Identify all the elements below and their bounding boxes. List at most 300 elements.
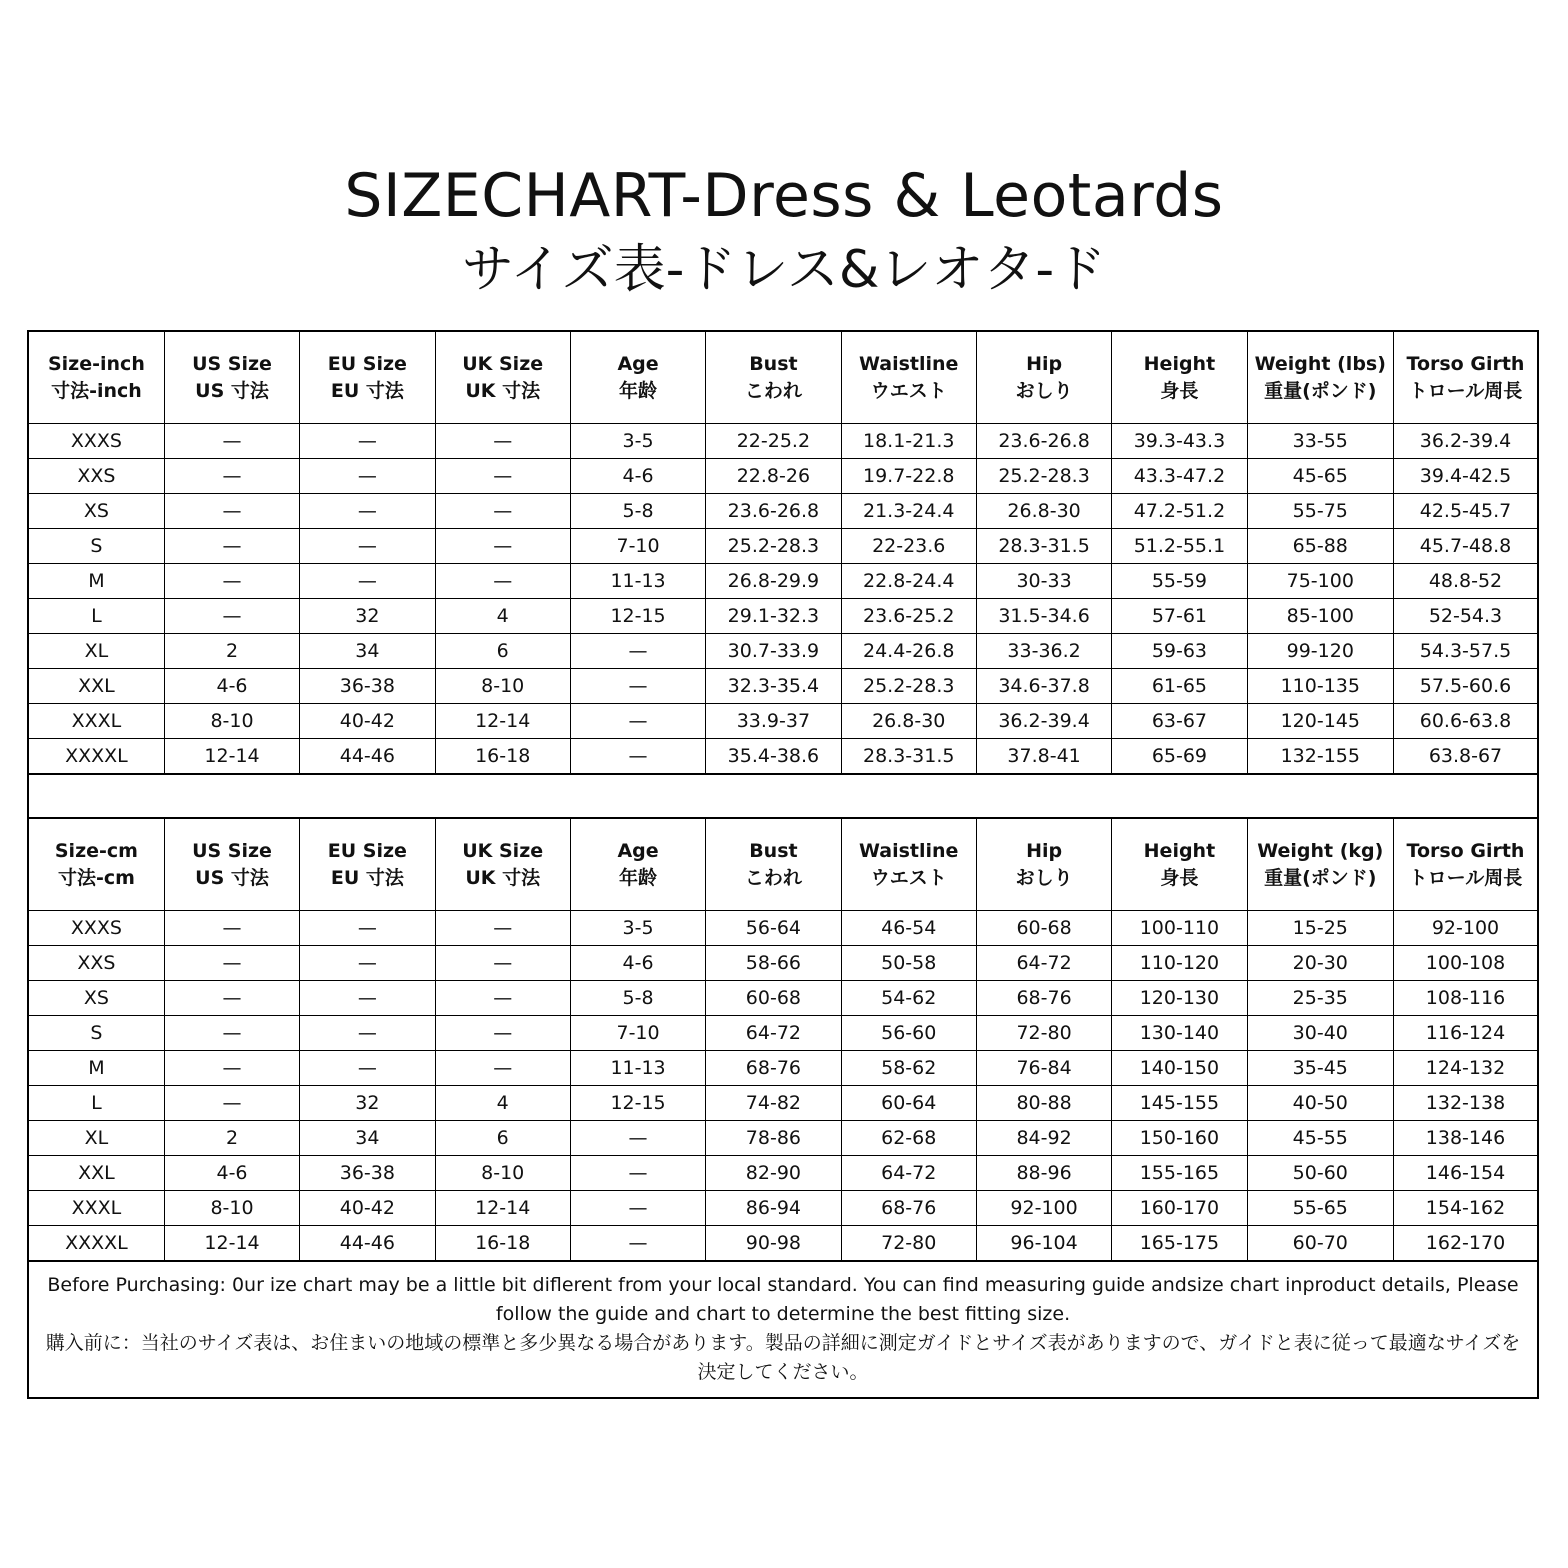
table-cell: 30-33	[976, 564, 1111, 599]
table-cell: 26.8-30	[841, 704, 976, 739]
table-cell: 57-61	[1112, 599, 1247, 634]
table-cell: 60-68	[706, 981, 841, 1016]
table-cell: 45-65	[1247, 459, 1393, 494]
table-row	[29, 739, 1537, 774]
table-cell: —	[164, 494, 299, 529]
table-cell: 25.2-28.3	[841, 669, 976, 704]
table-cell: 90-98	[706, 1226, 841, 1261]
table-cell: 64-72	[841, 1156, 976, 1191]
table-cell: 55-65	[1247, 1191, 1393, 1226]
size-chart	[27, 330, 1539, 1399]
table-cell: —	[435, 946, 570, 981]
table-cell: 74-82	[706, 1086, 841, 1121]
table-cell: 8-10	[435, 1156, 570, 1191]
table-cell: —	[570, 1156, 705, 1191]
header-label-en: Torso Girth	[1406, 839, 1525, 862]
table-cell: 37.8-41	[976, 739, 1111, 774]
table-cell: 33-55	[1247, 424, 1393, 459]
table-cell: 50-60	[1247, 1156, 1393, 1191]
table-cell: 30.7-33.9	[706, 634, 841, 669]
table-row	[29, 494, 1537, 529]
table-cell: 120-130	[1112, 981, 1247, 1016]
table-cell: 56-60	[841, 1016, 976, 1051]
table-cell: 3-5	[570, 911, 705, 946]
table-cell: 65-69	[1112, 739, 1247, 774]
table-cell: 12-15	[570, 599, 705, 634]
table-cell: 2	[164, 634, 299, 669]
header-label-en: Torso Girth	[1406, 352, 1525, 375]
note-japanese: 購入前に：当社のサイズ表は、お住まいの地域の標準と多少異なる場合があります。製品の詳細に測定ガイドとサイズ表がありますので、ガイドと表に従って最適なサイズを決定してください。	[45, 1332, 1521, 1383]
table-cell: —	[300, 564, 435, 599]
table-cell: XXL	[29, 1156, 164, 1191]
header-label-en: Hip	[1026, 839, 1063, 862]
table-cell: 64-72	[706, 1016, 841, 1051]
table-cell: XL	[29, 1121, 164, 1156]
table-cell: 3-5	[570, 424, 705, 459]
header-label-en: Size-cm	[54, 839, 138, 862]
table-cell: —	[300, 946, 435, 981]
header-label-ja: 重量(ポンド)	[1264, 379, 1377, 402]
table-cell: —	[164, 981, 299, 1016]
table-row	[29, 459, 1537, 494]
table-row	[29, 599, 1537, 634]
page-title	[0, 158, 1568, 306]
table-cell: 51.2-55.1	[1112, 529, 1247, 564]
header-label-ja: トロール周長	[1408, 866, 1523, 889]
table-cell: 116-124	[1393, 1016, 1537, 1051]
table-cell: 100-110	[1112, 911, 1247, 946]
table-cell: —	[570, 1226, 705, 1261]
table-cell: 92-100	[976, 1191, 1111, 1226]
table-cell: 146-154	[1393, 1156, 1537, 1191]
header-label-en: UK Size	[462, 839, 544, 862]
table-cell: 43.3-47.2	[1112, 459, 1247, 494]
table-cell: 96-104	[976, 1226, 1111, 1261]
header-label-ja: トロール周長	[1408, 379, 1523, 402]
table-cell: —	[164, 911, 299, 946]
table-cell: 124-132	[1393, 1051, 1537, 1086]
column-header	[570, 332, 705, 424]
table-cell: 23.6-26.8	[976, 424, 1111, 459]
table-cell: 100-108	[1393, 946, 1537, 981]
table-cell: 132-138	[1393, 1086, 1537, 1121]
table-cell: 140-150	[1112, 1051, 1247, 1086]
table-cell: —	[435, 494, 570, 529]
table-cell: 108-116	[1393, 981, 1537, 1016]
table-cell: 58-62	[841, 1051, 976, 1086]
table-cell: XL	[29, 634, 164, 669]
table-cell: 22-25.2	[706, 424, 841, 459]
header-label-en: EU Size	[327, 839, 407, 862]
table-cell: S	[29, 529, 164, 564]
table-cell: 150-160	[1112, 1121, 1247, 1156]
table-cell: 165-175	[1112, 1226, 1247, 1261]
table-cell: 56-64	[706, 911, 841, 946]
table-cell: 12-14	[435, 1191, 570, 1226]
header-label-en: Hip	[1026, 352, 1063, 375]
table-cell: 36.2-39.4	[1393, 424, 1537, 459]
table-cell: —	[435, 1016, 570, 1051]
table-cell: 52-54.3	[1393, 599, 1537, 634]
table-cell: —	[164, 599, 299, 634]
cm-table-block	[29, 819, 1537, 1262]
table-cell: —	[435, 911, 570, 946]
table-cell: 65-88	[1247, 529, 1393, 564]
table-cell: 4-6	[164, 669, 299, 704]
table-cell: 54.3-57.5	[1393, 634, 1537, 669]
header-label-en: EU Size	[327, 352, 407, 375]
table-cell: 82-90	[706, 1156, 841, 1191]
header-label-en: Age	[617, 839, 659, 862]
table-cell: 80-88	[976, 1086, 1111, 1121]
table-cell: 22.8-26	[706, 459, 841, 494]
column-header	[300, 332, 435, 424]
table-cell: 138-146	[1393, 1121, 1537, 1156]
table-cell: 26.8-30	[976, 494, 1111, 529]
table-cell: 68-76	[706, 1051, 841, 1086]
table-row	[29, 1051, 1537, 1086]
table-cell: 58-66	[706, 946, 841, 981]
table-cell: 145-155	[1112, 1086, 1247, 1121]
table-row	[29, 704, 1537, 739]
header-label-ja: 身長	[1160, 866, 1199, 889]
table-cell: 15-25	[1247, 911, 1393, 946]
table-cell: 36-38	[300, 1156, 435, 1191]
table-cell: —	[570, 1191, 705, 1226]
table-cell: XXS	[29, 459, 164, 494]
header-label-ja: 寸法-cm	[57, 866, 135, 889]
table-cell: 5-8	[570, 494, 705, 529]
column-header	[841, 819, 976, 911]
table-row	[29, 529, 1537, 564]
table-cell: 62-68	[841, 1121, 976, 1156]
table-cell: 36.2-39.4	[976, 704, 1111, 739]
table-cell: 19.7-22.8	[841, 459, 976, 494]
table-cell: 44-46	[300, 1226, 435, 1261]
table-cell: —	[435, 529, 570, 564]
table-row	[29, 424, 1537, 459]
column-header	[841, 332, 976, 424]
table-cell: —	[164, 1016, 299, 1051]
table-cell: 132-155	[1247, 739, 1393, 774]
table-row	[29, 981, 1537, 1016]
table-cell: —	[435, 981, 570, 1016]
table-cell: —	[435, 424, 570, 459]
table-cell: —	[164, 1086, 299, 1121]
header-label-ja: US 寸法	[195, 379, 269, 402]
table-cell: 34.6-37.8	[976, 669, 1111, 704]
table-row	[29, 1121, 1537, 1156]
table-cell: 110-135	[1247, 669, 1393, 704]
table-cell: S	[29, 1016, 164, 1051]
table-cell: —	[300, 911, 435, 946]
table-cell: 11-13	[570, 1051, 705, 1086]
table-cell: 44-46	[300, 739, 435, 774]
table-cell: 47.2-51.2	[1112, 494, 1247, 529]
table-cell: 55-59	[1112, 564, 1247, 599]
table-cell: XS	[29, 494, 164, 529]
table-cell: 92-100	[1393, 911, 1537, 946]
table-cell: —	[435, 1051, 570, 1086]
table-cell: 60.6-63.8	[1393, 704, 1537, 739]
table-cell: —	[300, 529, 435, 564]
column-header	[1393, 819, 1537, 911]
table-cell: 26.8-29.9	[706, 564, 841, 599]
table-cell: 32	[300, 599, 435, 634]
table-cell: 16-18	[435, 1226, 570, 1261]
table-cell: —	[435, 564, 570, 599]
table-cell: 22-23.6	[841, 529, 976, 564]
table-cell: 11-13	[570, 564, 705, 599]
header-label-en: Waistline	[859, 352, 959, 375]
table-cell: 20-30	[1247, 946, 1393, 981]
table-cell: 12-14	[435, 704, 570, 739]
table-cell: 60-70	[1247, 1226, 1393, 1261]
header-label-ja: EU 寸法	[330, 866, 404, 889]
table-cell: 4-6	[570, 946, 705, 981]
table-cell: 60-64	[841, 1086, 976, 1121]
header-label-en: US Size	[192, 352, 272, 375]
table-cell: L	[29, 1086, 164, 1121]
table-cell: 35-45	[1247, 1051, 1393, 1086]
table-cell: XXXS	[29, 911, 164, 946]
table-cell: —	[164, 564, 299, 599]
column-header	[435, 819, 570, 911]
column-header	[976, 819, 1111, 911]
table-cell: 40-42	[300, 1191, 435, 1226]
table-cell: 57.5-60.6	[1393, 669, 1537, 704]
inch-header-row	[29, 332, 1537, 424]
table-cell: 154-162	[1393, 1191, 1537, 1226]
table-row	[29, 1191, 1537, 1226]
table-row	[29, 1226, 1537, 1261]
header-label-en: Waistline	[859, 839, 959, 862]
table-cell: —	[435, 459, 570, 494]
table-cell: 12-14	[164, 1226, 299, 1261]
table-cell: —	[300, 424, 435, 459]
table-row	[29, 564, 1537, 599]
table-cell: 46-54	[841, 911, 976, 946]
table-row	[29, 1156, 1537, 1191]
table-cell: —	[164, 459, 299, 494]
header-label-en: Weight (lbs)	[1254, 352, 1386, 375]
table-cell: 78-86	[706, 1121, 841, 1156]
header-label-ja: US 寸法	[195, 866, 269, 889]
table-cell: —	[164, 529, 299, 564]
header-label-ja: EU 寸法	[330, 379, 404, 402]
table-cell: 86-94	[706, 1191, 841, 1226]
table-cell: 45.7-48.8	[1393, 529, 1537, 564]
table-cell: —	[570, 739, 705, 774]
table-cell: 12-15	[570, 1086, 705, 1121]
column-header	[1247, 332, 1393, 424]
table-cell: 50-58	[841, 946, 976, 981]
table-cell: 63-67	[1112, 704, 1247, 739]
table-cell: 72-80	[976, 1016, 1111, 1051]
table-cell: —	[570, 704, 705, 739]
title-japanese: サイズ表-ドレス&レオタ-ド	[461, 240, 1107, 300]
header-label-ja: こわれ	[744, 379, 802, 402]
table-cell: 7-10	[570, 1016, 705, 1051]
table-cell: 33.9-37	[706, 704, 841, 739]
table-cell: 85-100	[1247, 599, 1393, 634]
table-cell: 4-6	[570, 459, 705, 494]
table-cell: 4-6	[164, 1156, 299, 1191]
table-cell: 162-170	[1425, 1232, 1506, 1254]
table-cell: 32.3-35.4	[706, 669, 841, 704]
header-label-ja: おしり	[1015, 866, 1073, 889]
column-header	[29, 332, 164, 424]
table-cell: 4	[435, 599, 570, 634]
column-header	[570, 819, 705, 911]
column-header	[164, 819, 299, 911]
table-cell: 88-96	[976, 1156, 1111, 1191]
header-label-en: US Size	[192, 839, 272, 862]
table-cell: 6	[435, 1121, 570, 1156]
header-label-en: Weight (kg)	[1257, 839, 1384, 862]
column-header	[29, 819, 164, 911]
table-cell: 42.5-45.7	[1393, 494, 1537, 529]
column-header	[706, 819, 841, 911]
header-label-ja: 寸法-inch	[51, 379, 142, 402]
table-cell: —	[300, 459, 435, 494]
table-cell: —	[300, 1016, 435, 1051]
column-header	[1393, 332, 1537, 424]
column-header	[300, 819, 435, 911]
table-cell: —	[164, 1051, 299, 1086]
cm-size-table	[29, 819, 1537, 1260]
table-cell: 33-36.2	[976, 634, 1111, 669]
table-cell: XS	[29, 981, 164, 1016]
column-header	[435, 332, 570, 424]
table-cell: XXXXL	[29, 739, 164, 774]
table-cell: 63.8-67	[1428, 745, 1503, 767]
table-cell: XXXL	[29, 1191, 164, 1226]
table-cell: 72-80	[841, 1226, 976, 1261]
table-cell: 36-38	[300, 669, 435, 704]
table-cell: 25-35	[1247, 981, 1393, 1016]
column-header	[976, 332, 1111, 424]
table-cell: —	[300, 981, 435, 1016]
table-cell: 8-10	[164, 704, 299, 739]
table-cell: XXL	[29, 669, 164, 704]
table-cell: 25.2-28.3	[706, 529, 841, 564]
column-header	[1247, 819, 1393, 911]
header-label-ja: UK 寸法	[465, 379, 541, 402]
table-row	[29, 1016, 1537, 1051]
table-cell: 31.5-34.6	[976, 599, 1111, 634]
table-cell: —	[570, 1121, 705, 1156]
inch-table-block	[29, 332, 1537, 775]
table-cell: 64-72	[976, 946, 1111, 981]
table-cell: 110-120	[1112, 946, 1247, 981]
inch-table-body	[29, 424, 1537, 774]
table-cell: 39.4-42.5	[1393, 459, 1537, 494]
table-cell: 22.8-24.4	[841, 564, 976, 599]
table-cell: 8-10	[164, 1191, 299, 1226]
table-cell: 4	[435, 1086, 570, 1121]
table-cell: 155-165	[1112, 1156, 1247, 1191]
table-cell: XXXS	[29, 424, 164, 459]
column-header	[1112, 332, 1247, 424]
header-label-ja: 年龄	[619, 379, 658, 402]
table-cell: 48.8-52	[1393, 564, 1537, 599]
table-cell: 18.1-21.3	[841, 424, 976, 459]
table-cell: 5-8	[570, 981, 705, 1016]
header-label-ja: 重量(ポンド)	[1264, 866, 1377, 889]
table-cell: —	[570, 634, 705, 669]
table-cell: XXS	[29, 946, 164, 981]
table-cell: 6	[435, 634, 570, 669]
table-row	[29, 1086, 1537, 1121]
table-cell: 32	[300, 1086, 435, 1121]
table-cell: 34	[300, 634, 435, 669]
column-header	[1112, 819, 1247, 911]
table-cell: 24.4-26.8	[841, 634, 976, 669]
header-label-en: Height	[1143, 352, 1216, 375]
table-cell: —	[164, 424, 299, 459]
table-cell: 16-18	[435, 739, 570, 774]
inch-size-table	[29, 332, 1537, 773]
header-label-ja: ウエスト	[870, 866, 947, 889]
table-cell: —	[300, 1051, 435, 1086]
purchase-note	[29, 1262, 1537, 1397]
header-label-en: UK Size	[462, 352, 544, 375]
header-label-ja: UK 寸法	[465, 866, 541, 889]
table-cell: L	[29, 599, 164, 634]
note-english: Before Purchasing: 0ur ize chart may be a little bit diflerent from your local standard. You can find measuring guide andsize chart inproduct details, Please follow the guide and chart to determine the best fitting size.	[47, 1274, 1519, 1325]
table-cell: 59-63	[1112, 634, 1247, 669]
table-cell: 28.3-31.5	[976, 529, 1111, 564]
table-cell: 40-50	[1247, 1086, 1393, 1121]
table-cell: 76-84	[976, 1051, 1111, 1086]
table-cell: 54-62	[841, 981, 976, 1016]
table-cell: 25.2-28.3	[976, 459, 1111, 494]
table-cell: 39.3-43.3	[1112, 424, 1247, 459]
table-row	[29, 911, 1537, 946]
cm-table-body	[29, 911, 1537, 1261]
header-label-en: Age	[617, 352, 659, 375]
table-cell: XXXL	[29, 704, 164, 739]
header-label-en: Size-inch	[47, 352, 145, 375]
table-cell: 21.3-24.4	[841, 494, 976, 529]
table-cell: 8-10	[435, 669, 570, 704]
table-cell: 55-75	[1247, 494, 1393, 529]
table-row	[29, 946, 1537, 981]
table-row	[29, 669, 1537, 704]
table-cell: 7-10	[570, 529, 705, 564]
header-label-en: Height	[1143, 839, 1216, 862]
title-english: SIZECHART-Dress & Leotards	[344, 161, 1224, 231]
header-label-ja: 年龄	[619, 866, 658, 889]
table-cell: 34	[300, 1121, 435, 1156]
table-cell: 40-42	[300, 704, 435, 739]
table-cell: —	[300, 494, 435, 529]
table-cell: 45-55	[1247, 1121, 1393, 1156]
header-label-en: Bust	[749, 839, 798, 862]
header-label-ja: ウエスト	[870, 379, 947, 402]
column-header	[164, 332, 299, 424]
table-cell: 23.6-25.2	[841, 599, 976, 634]
table-divider	[29, 775, 1537, 819]
table-cell: XXXXL	[29, 1226, 164, 1261]
table-cell: 29.1-32.3	[706, 599, 841, 634]
header-label-en: Bust	[749, 352, 798, 375]
table-cell: 75-100	[1247, 564, 1393, 599]
table-cell: 61-65	[1112, 669, 1247, 704]
table-cell: 68-76	[841, 1191, 976, 1226]
table-cell: 84-92	[976, 1121, 1111, 1156]
